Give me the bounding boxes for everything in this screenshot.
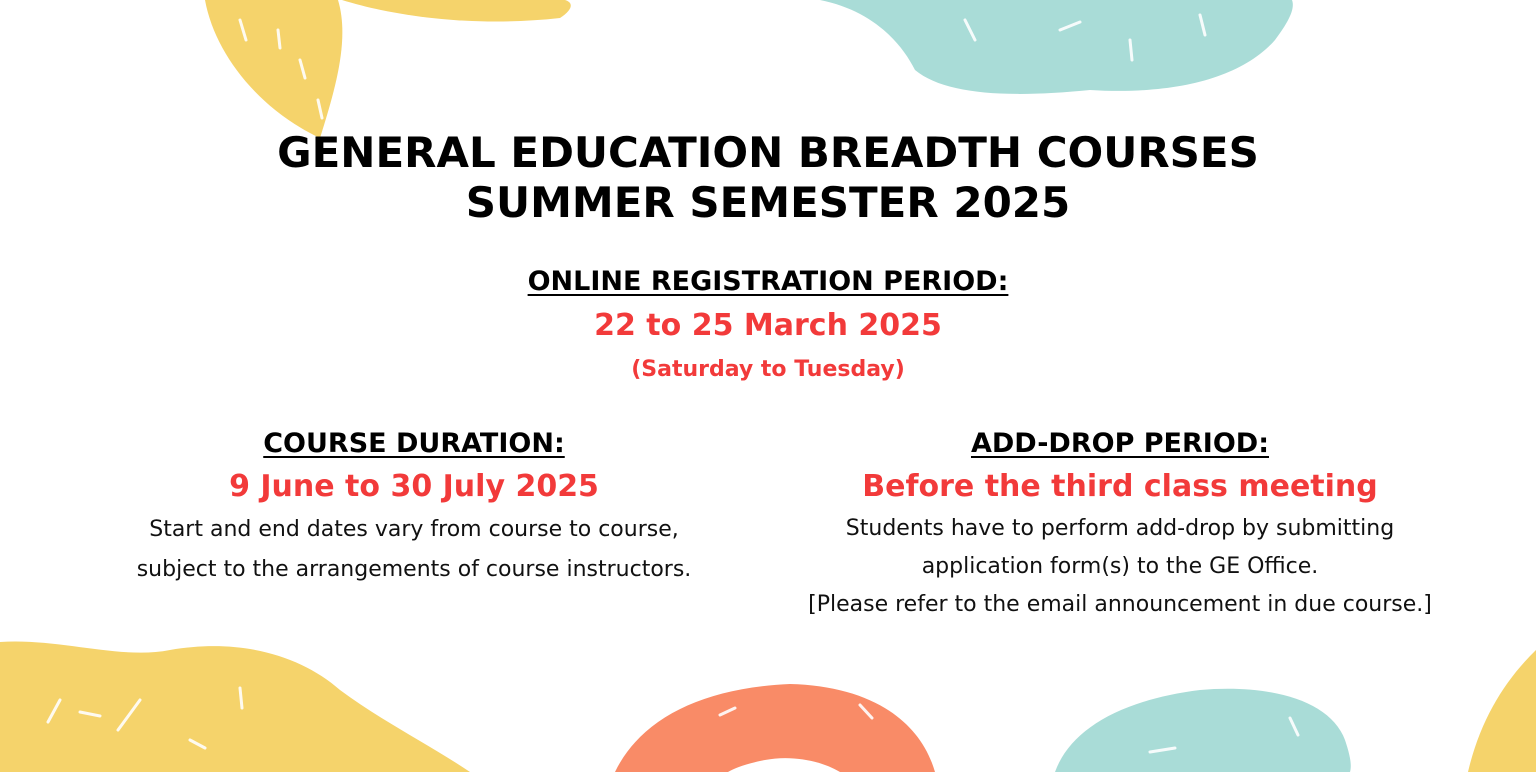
- course-duration-dates: 9 June to 30 July 2025: [229, 469, 599, 504]
- title-line-1: GENERAL EDUCATION BREADTH COURSES: [277, 128, 1259, 177]
- teal-blob-top: [820, 0, 1293, 94]
- add-drop-note-3: [Please refer to the email announcement in due course.]: [808, 592, 1432, 617]
- course-duration-note-1: Start and end dates vary from course to course,: [149, 517, 679, 542]
- course-duration-section: [38, 424, 790, 590]
- course-duration-heading: COURSE DURATION:: [263, 428, 565, 459]
- course-duration-note-2: subject to the arrangements of course instructors.: [136, 557, 692, 582]
- registration-dates: 22 to 25 March 2025: [594, 308, 942, 343]
- coral-ring-shape: [615, 684, 935, 772]
- title-line-2: SUMMER SEMESTER 2025: [465, 178, 1071, 227]
- yellow-blob-bottom-left: [0, 642, 470, 772]
- add-drop-deadline: Before the third class meeting: [862, 469, 1378, 504]
- yellow-blob-top: [342, 0, 571, 22]
- add-drop-note-2: application form(s) to the GE Office.: [921, 554, 1319, 579]
- registration-days: (Saturday to Tuesday): [631, 357, 905, 382]
- add-drop-note-1: Students have to perform add-drop by submitting: [845, 516, 1395, 541]
- add-drop-section: [745, 424, 1495, 624]
- add-drop-heading: ADD-DROP PERIOD:: [970, 428, 1269, 459]
- registration-section: [0, 262, 1536, 390]
- poster-title: [0, 128, 1536, 228]
- teal-blob-bottom-right: [1055, 689, 1351, 772]
- registration-heading: ONLINE REGISTRATION PERIOD:: [527, 266, 1009, 297]
- yellow-blob-bottom-right: [1468, 650, 1536, 772]
